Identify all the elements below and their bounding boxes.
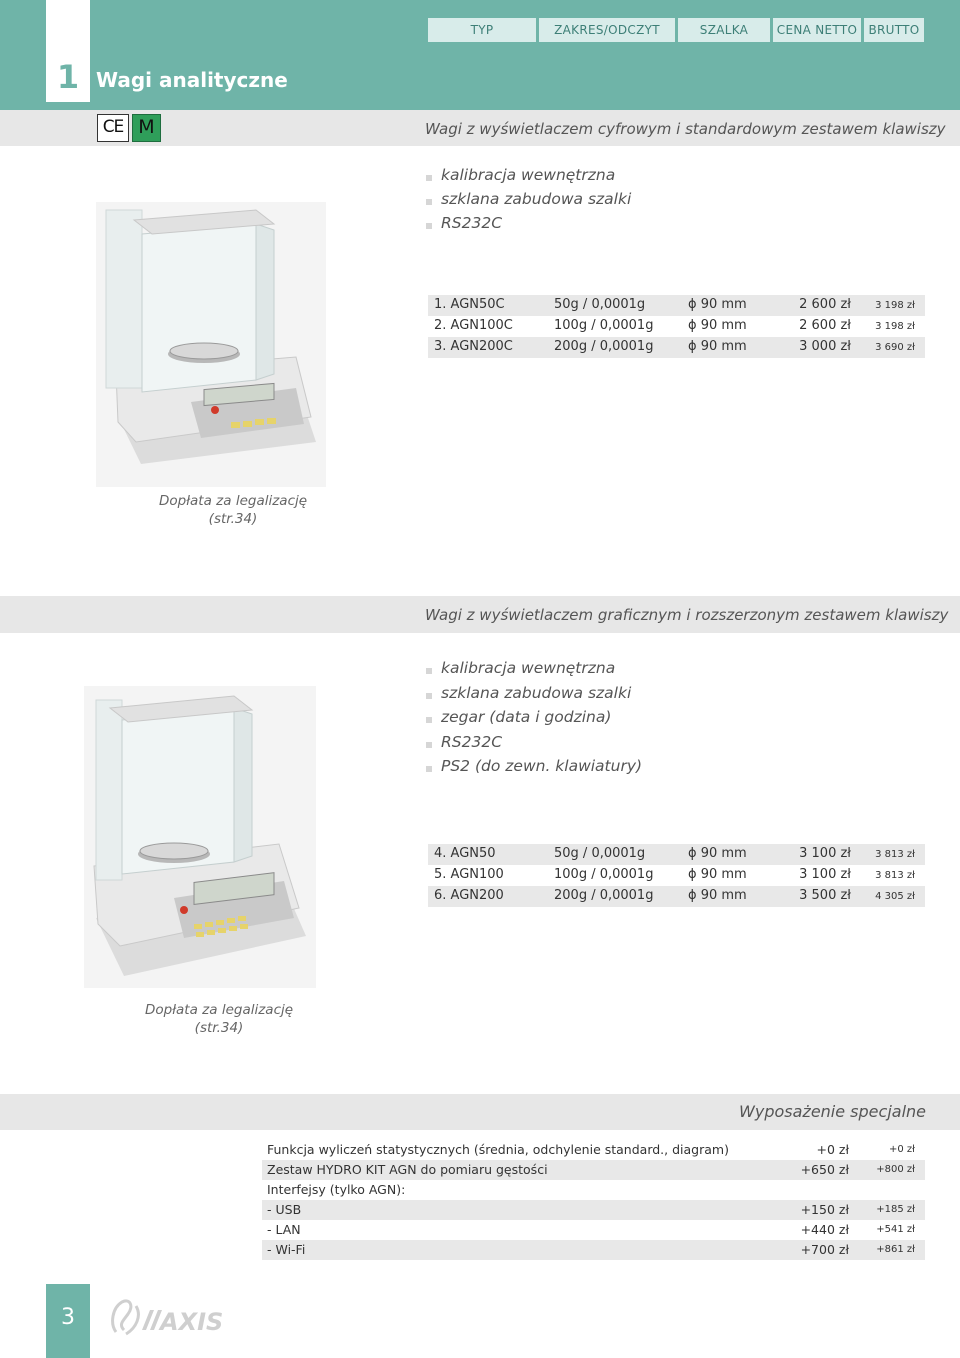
product-range: 100g / 0,0001g xyxy=(554,867,654,882)
product-net-price: 3 500 zł xyxy=(799,888,851,903)
section1-subtitle: Wagi z wyświetlaczem cyfrowym i standardowym zestawem klawiszy xyxy=(425,120,946,138)
table-row xyxy=(428,844,925,865)
product-pan: ϕ 90 mm xyxy=(688,318,747,333)
product-pan: ϕ 90 mm xyxy=(688,846,747,861)
product-name: 5. AGN100 xyxy=(434,867,504,882)
equipment-label: Funkcja wyliczeń statystycznych (średnia, odchylenie standard., diagram) xyxy=(267,1142,729,1157)
table-row xyxy=(428,295,925,316)
equipment-label: Zestaw HYDRO KIT AGN do pomiaru gęstości xyxy=(267,1162,548,1177)
ce-mark-icon: CE xyxy=(97,114,129,142)
table-row xyxy=(262,1220,925,1240)
table-row xyxy=(262,1160,925,1180)
equipment-table xyxy=(262,1140,925,1260)
product-gross-price: 3 198 zł xyxy=(875,321,915,332)
feature-item: szklana zabudowa szalki xyxy=(426,190,631,214)
section1-features xyxy=(426,166,631,238)
legalization-note-2: Dopłata za legalizację (str.34) xyxy=(144,1002,294,1036)
equipment-net-price: +440 zł xyxy=(800,1222,849,1237)
product-name: 2. AGN100C xyxy=(434,318,513,333)
balance-image-graphic xyxy=(84,686,316,988)
product-range: 100g / 0,0001g xyxy=(554,318,654,333)
col-header-range: ZAKRES/ODCZYT xyxy=(539,18,675,42)
feature-item: zegar (data i godzina) xyxy=(426,708,642,733)
equipment-gross-price: +861 zł xyxy=(876,1244,915,1255)
table-row xyxy=(428,337,925,358)
feature-item: RS232C xyxy=(426,733,642,758)
equipment-gross-price: +800 zł xyxy=(876,1164,915,1175)
product-net-price: 2 600 zł xyxy=(799,297,851,312)
product-pan: ϕ 90 mm xyxy=(688,867,747,882)
table-row xyxy=(428,865,925,886)
product-gross-price: 3 813 zł xyxy=(875,849,915,860)
table-row xyxy=(262,1180,925,1200)
section2-product-table xyxy=(428,844,925,907)
equipment-gross-price: +541 zł xyxy=(876,1224,915,1235)
chapter-number: 1 xyxy=(56,58,80,96)
page-number: 3 xyxy=(61,1305,75,1330)
feature-item: kalibracja wewnętrzna xyxy=(426,659,642,684)
section2-subtitle: Wagi z wyświetlaczem graficznym i rozszerzonym zestawem klawiszy xyxy=(425,606,949,624)
equipment-title: Wyposażenie specjalne xyxy=(739,1102,926,1121)
equipment-label: - USB xyxy=(267,1202,302,1217)
feature-item: szklana zabudowa szalki xyxy=(426,684,642,709)
equipment-net-price: +150 zł xyxy=(800,1202,849,1217)
product-net-price: 3 100 zł xyxy=(799,867,851,882)
table-row xyxy=(262,1140,925,1160)
equipment-gross-price: +0 zł xyxy=(888,1144,915,1155)
table-row xyxy=(428,316,925,337)
product-pan: ϕ 90 mm xyxy=(688,888,747,903)
product-net-price: 3 000 zł xyxy=(799,339,851,354)
product-gross-price: 3 198 zł xyxy=(875,300,915,311)
legalization-note-1: Dopłata za legalizację (str.34) xyxy=(158,493,308,527)
equipment-net-price: +0 zł xyxy=(816,1142,849,1157)
header-bar xyxy=(0,0,960,110)
product-gross-price: 3 690 zł xyxy=(875,342,915,353)
product-range: 50g / 0,0001g xyxy=(554,297,646,312)
product-net-price: 3 100 zł xyxy=(799,846,851,861)
product-name: 1. AGN50C xyxy=(434,297,505,312)
section2-features xyxy=(426,659,642,782)
equipment-net-price: +700 zł xyxy=(800,1242,849,1257)
col-header-type: TYP xyxy=(428,18,536,42)
section-title: Wagi analityczne xyxy=(96,68,288,92)
product-gross-price: 3 813 zł xyxy=(875,870,915,881)
table-row xyxy=(262,1240,925,1260)
feature-item: RS232C xyxy=(426,214,631,238)
product-name: 3. AGN200C xyxy=(434,339,513,354)
table-row xyxy=(262,1200,925,1220)
axis-logo-icon xyxy=(108,1294,228,1340)
balance-image-basic xyxy=(96,202,326,487)
product-name: 4. AGN50 xyxy=(434,846,496,861)
equipment-label: - LAN xyxy=(267,1222,301,1237)
table-row xyxy=(428,886,925,907)
feature-item: PS2 (do zewn. klawiatury) xyxy=(426,757,642,782)
svg-text:AXIS: AXIS xyxy=(160,1308,224,1336)
section1-product-table xyxy=(428,295,925,358)
feature-item: kalibracja wewnętrzna xyxy=(426,166,631,190)
product-range: 200g / 0,0001g xyxy=(554,888,654,903)
product-pan: ϕ 90 mm xyxy=(688,339,747,354)
equipment-label: Interfejsy (tylko AGN): xyxy=(267,1182,406,1197)
equipment-net-price: +650 zł xyxy=(800,1162,849,1177)
product-net-price: 2 600 zł xyxy=(799,318,851,333)
equipment-label: - Wi-Fi xyxy=(267,1242,306,1257)
product-range: 200g / 0,0001g xyxy=(554,339,654,354)
equipment-gross-price: +185 zł xyxy=(876,1204,915,1215)
col-header-net-price: CENA NETTO xyxy=(773,18,861,42)
product-range: 50g / 0,0001g xyxy=(554,846,646,861)
col-header-gross-price: BRUTTO xyxy=(864,18,924,42)
product-name: 6. AGN200 xyxy=(434,888,504,903)
metrology-mark-icon: M xyxy=(132,114,161,142)
product-pan: ϕ 90 mm xyxy=(688,297,747,312)
col-header-pan: SZALKA xyxy=(678,18,770,42)
product-gross-price: 4 305 zł xyxy=(875,891,915,902)
